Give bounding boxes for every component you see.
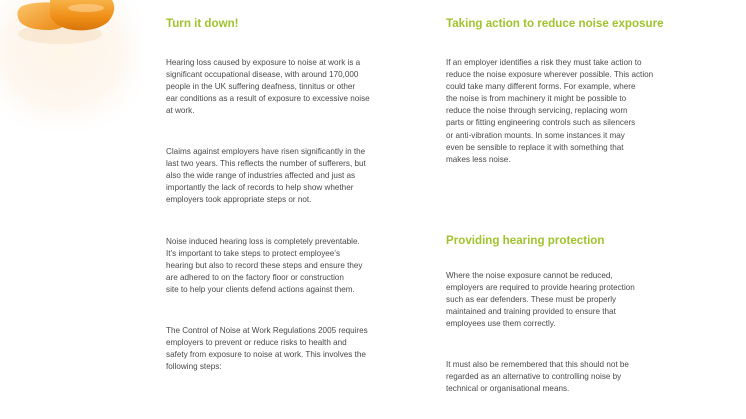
text-line: regarded as an alternative to controlling noise by (446, 372, 622, 382)
paragraph-hearing-loss (166, 57, 428, 117)
paragraph-regulations (166, 325, 428, 373)
text-line: or anti-vibration mounts. In some instances it may (446, 130, 625, 140)
text-line: last two years. This reflects the number of sufferers, but (166, 159, 366, 169)
text-line: people in the UK suffering deafness, tinnitus or other (166, 82, 356, 92)
text-line: employees use them correctly. (446, 319, 556, 329)
paragraph-not-alternative (446, 359, 718, 395)
text-line: safety from exposure to noise at work. This involves the (166, 350, 366, 360)
text-line: It must also be remembered that this should not be (446, 360, 629, 369)
text-line: at work. (166, 106, 195, 116)
text-line: ear conditions as a result of exposure to excessive noise (166, 94, 370, 104)
heading-hearing-protection: Providing hearing protection (446, 234, 605, 247)
paragraph-preventable (166, 236, 428, 296)
text-line: makes less noise. (446, 154, 511, 164)
text-line: could take many different forms. For example, where (446, 82, 636, 92)
paragraph-hearing-protection (446, 270, 718, 330)
text-line: reduce the noise through servicing, replacing worn (446, 106, 628, 116)
text-line: importantly the lack of records to help show whether (166, 183, 354, 193)
paragraph-taking-action (446, 57, 718, 166)
text-line: employers took appropriate steps or not. (166, 195, 312, 205)
text-line: even be sensible to replace it with something that (446, 142, 624, 152)
text-line: It’s important to take steps to protect employee’s (166, 249, 341, 259)
text-line: significant occupational disease, with around 170,000 (166, 70, 359, 80)
text-line: employers are required to provide hearing protection (446, 283, 635, 293)
paragraph-claims (166, 146, 428, 206)
text-line: Noise induced hearing loss is completely preventable. (166, 237, 360, 246)
earplug-icon (0, 0, 140, 130)
text-line: reduce the noise exposure wherever possible. This action (446, 70, 654, 80)
text-line: site to help your clients defend actions against them. (166, 285, 355, 295)
text-line: Where the noise exposure cannot be reduced, (446, 271, 613, 280)
text-line: If an employer identifies a risk they must take action to (446, 58, 642, 67)
text-line: such as ear defenders. These must be properly (446, 295, 617, 305)
text-line: maintained and training provided to ensure that (446, 307, 616, 317)
text-line: hearing but also to record these steps and ensure they (166, 261, 363, 271)
text-line: the noise is from machinery it might be possible to (446, 94, 627, 104)
text-line: following steps: (166, 362, 222, 372)
text-line: parts or fitting engineering controls such as silencers (446, 118, 636, 128)
text-line: technical or organisational means. (446, 384, 570, 394)
text-line: employers to prevent or reduce risks to health and (166, 338, 347, 348)
text-line: The Control of Noise at Work Regulations 2005 requires (166, 326, 368, 335)
text-line: Hearing loss caused by exposure to noise at work is a (166, 58, 361, 67)
text-line: Claims against employers have risen significantly in the (166, 147, 366, 156)
heading-reduce-noise-exposure: Taking action to reduce noise exposure (446, 17, 664, 30)
heading-turn-it-down: Turn it down! (166, 17, 239, 30)
text-line: are adhered to on the factory floor or construction (166, 273, 344, 283)
text-line: also the wide range of industries affected and just as (166, 171, 356, 181)
